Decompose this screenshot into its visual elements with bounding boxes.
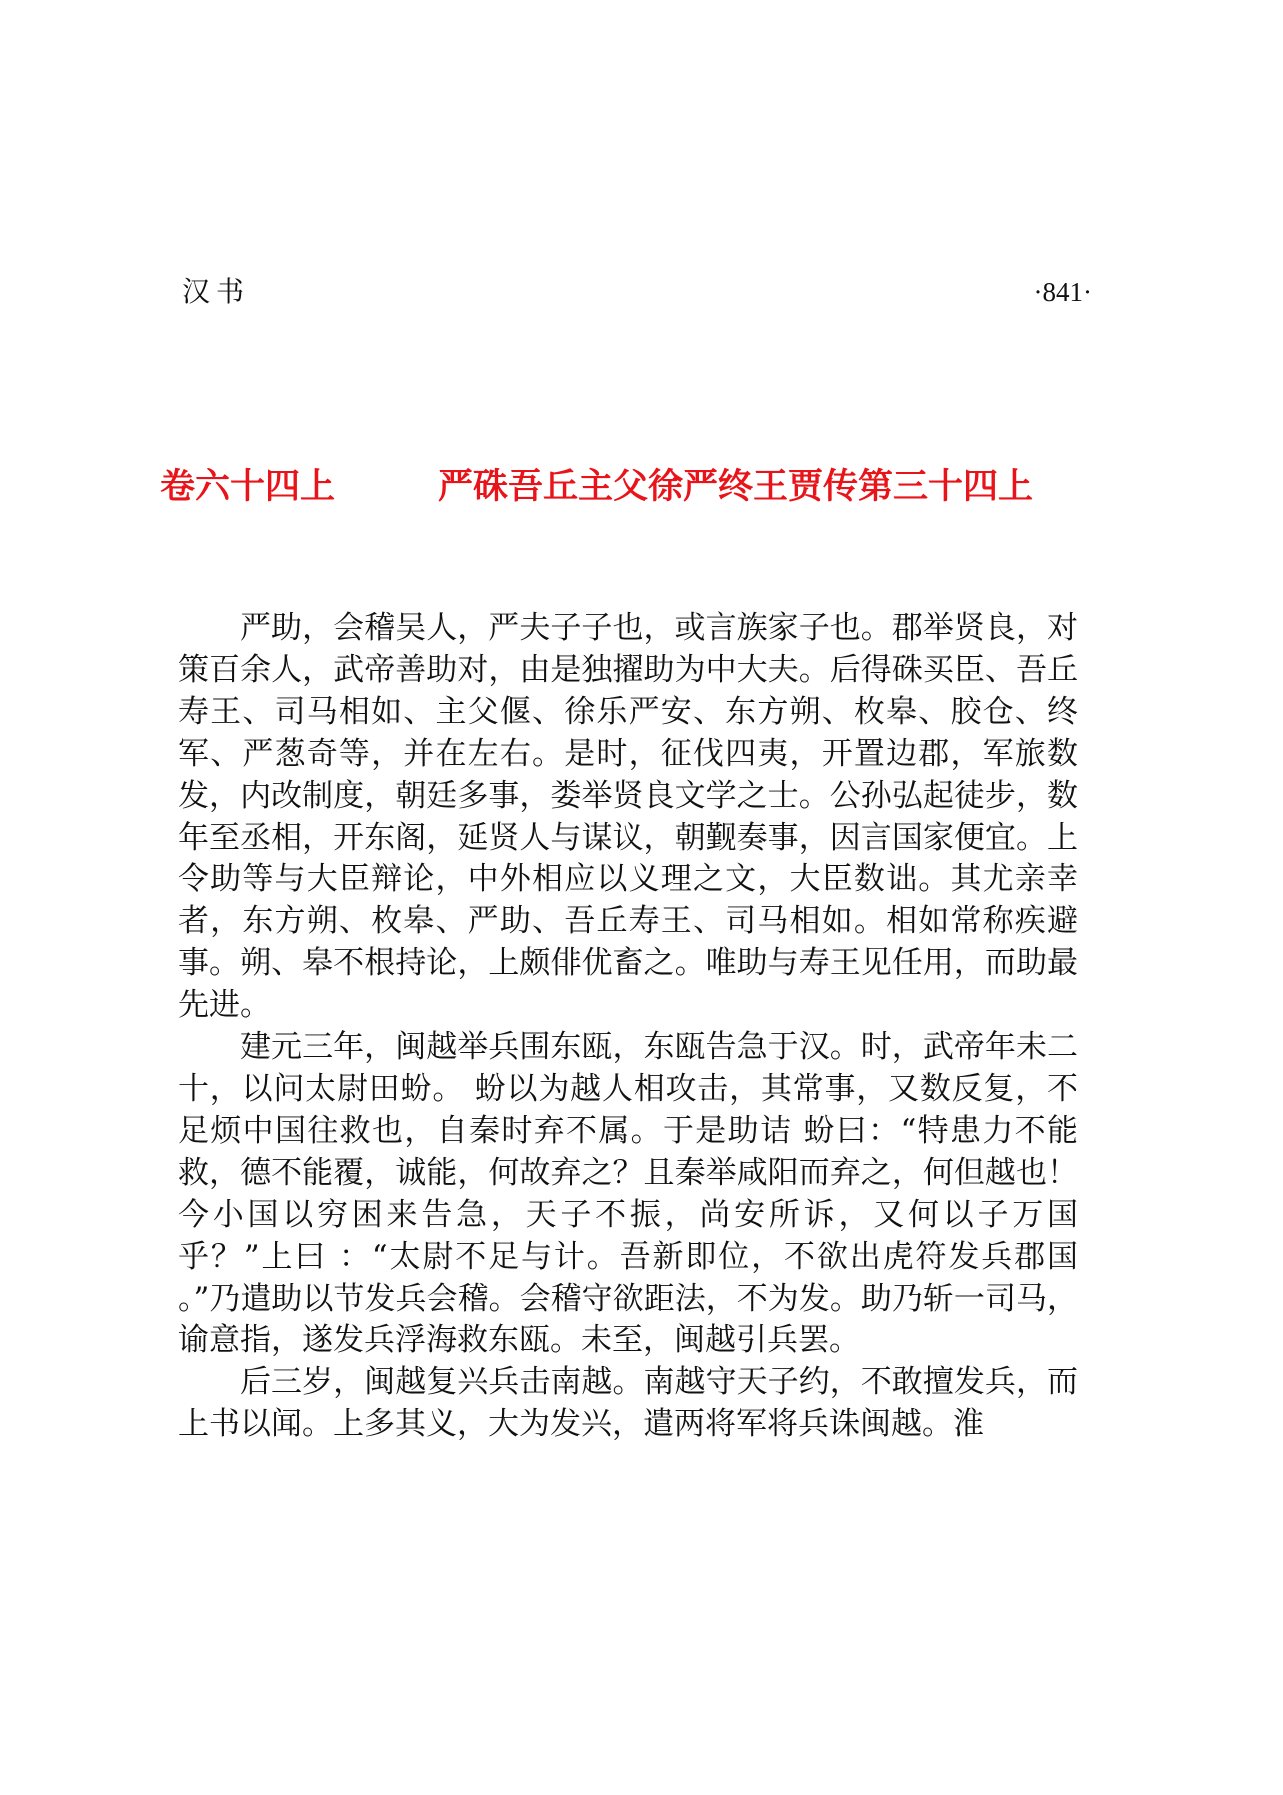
chapter-volume: 卷六十四上 <box>160 467 336 507</box>
chapter-title: 严硃吾丘主父徐严终王贾传第三十四上 <box>438 467 1034 507</box>
paragraph: 后三岁，闽越复兴兵击南越。南越守天子约，不敢擅发兵，而上书以闻。上多其义，大为发兴，遣两将军将兵诛闽越。淮 <box>178 1364 1078 1443</box>
running-header <box>182 272 1092 312</box>
paragraph: 严助，会稽吴人，严夫子子也，或言族家子也。郡举贤良，对策百余人，武帝善助对，由是独擢助为中大夫。后得硃买臣、吾丘寿王、司马相如、主父偃、徐乐严安、东方朔、枚皋、胶仓、终军、严葱奇等，并在左右。是时，征伐四夷，开置边郡，军旅数发，内改制度，朝廷多事，娄举贤良文学之士。公孙弘起徒步，数年至丞相，开东阁，延贤人与谋议，朝觐奏事，因言国家便宜。上令助等与大臣辩论，中外相应以义理之文，大臣数诎。其尤亲幸者，东方朔、枚皋、严助、吾丘寿王、司马相如。相如常称疾避事。朔、皋不根持论，上颇俳优畜之。唯助与寿王见任用，而助最先进。 <box>178 610 1078 1024</box>
page-number: ·841· <box>1033 277 1092 307</box>
chapter-heading <box>160 462 1120 512</box>
paragraph: 建元三年，闽越举兵围东瓯，东瓯告急于汉。时，武帝年未二十，以问太尉田蚡。 蚡以为越人相攻击，其常事，又数反复，不足烦中国往救也，自秦时弃不属。于是助诘 蚡曰：“特患力不能救，德不能覆，诚能，何故弃之？且秦举咸阳而弃之，何但越也！今小国以穷困来告急，天子不振，尚安所诉，又何以子万国乎？”上曰 ：“太尉不足与计。吾新即位，不欲出虎符发兵郡国 。”乃遣助以节发兵会稽。会稽守欲距法，不为发。助乃斩一司马，谕意指，遂发兵浮海救东瓯。未至，闽越引兵罢。 <box>178 1029 1078 1359</box>
book-title: 汉书 <box>182 275 251 308</box>
body-text <box>178 608 1078 1446</box>
